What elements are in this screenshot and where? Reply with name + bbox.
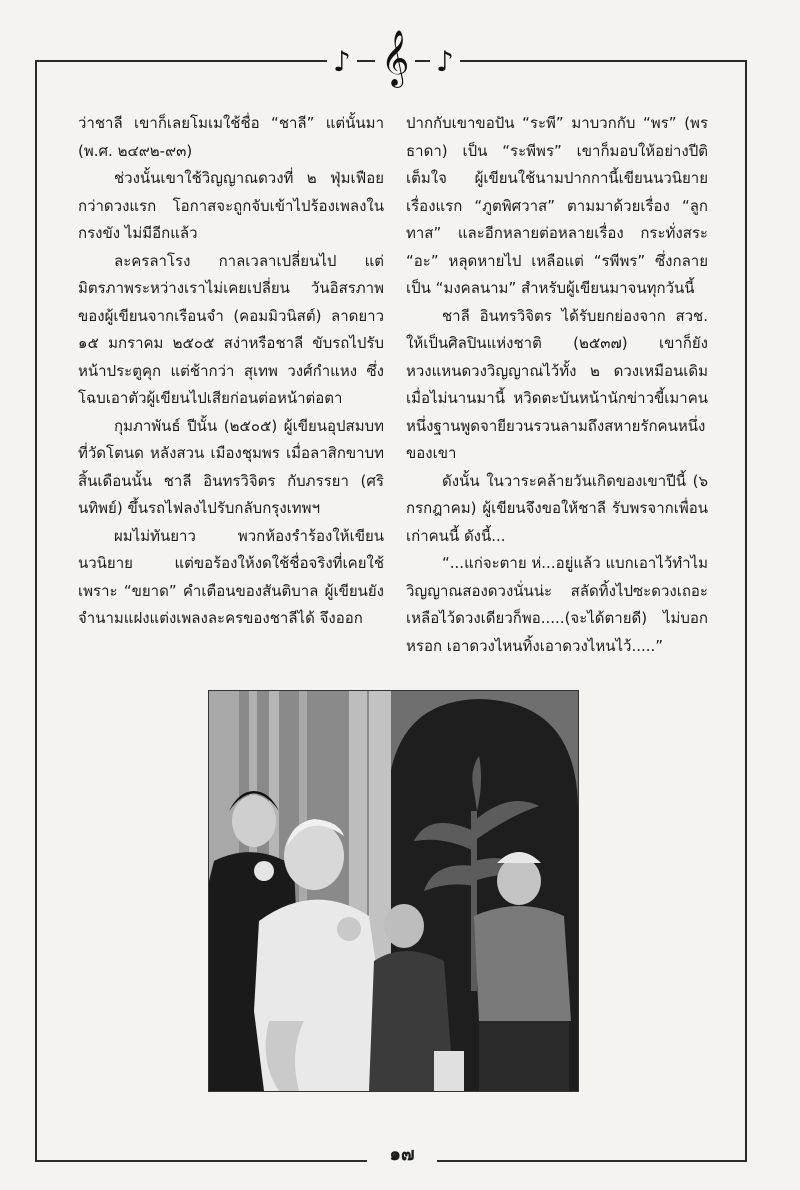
eighth-note-icon: ♪ xyxy=(327,44,357,80)
music-ornament xyxy=(0,26,800,86)
paragraph: ผมไม่ทันยาว พวกห้องรำร้องให้เขียนนวนิยาย แต่ขอร้องให้งดใช้ชื่อจริงที่เคยใช้ เพราะ “ขยาด” คำเตือนของสันติบาล ผู้เขียนยังจำนามแฝงแต่งเพลงละครของชาลีได้ จึงออก xyxy=(78,526,384,627)
group-photo xyxy=(208,690,579,1092)
paragraph: ดังนั้น ในวาระคล้ายวันเกิดของเขาปีนี้ (๖ กรกฎาคม) ผู้เขียนจึงขอให้ชาลี รับพรจากเพื่อนเก่าคนนี้ ดังนี้... xyxy=(406,471,708,545)
paragraph: ช่วงนั้นเขาใช้วิญญาณดวงที่ ๒ ฟุ่มเฟือยกว่าดวงแรก โอกาสจะถูกจับเข้าไปร้องเพลงในกรงขัง ไม่มีอีกแล้ว xyxy=(78,169,384,242)
paragraph: ละครลาโรง กาลเวลาเปลี่ยนไป แต่มิตรภาพระหว่างเราไม่เคยเปลี่ยน วันอิสรภาพของผู้เขียนจากเรือนจำ (คอมมิวนิสต์) ลาดยาว ๑๕ มกราคม ๒๕๐๕ สง่าหรือชาลี ขับรถไปรับหน้าประตูคุก แต่ช้ากว่า สุเทพ วงศ์กำแหง ซึ่งโฉบเอาตัวผู้เขียนไปเสียก่อนต่อหน้าต่อตา xyxy=(78,251,384,407)
paragraph: ชาลี อินทรวิจิตร ได้รับยกย่องจาก สวช. ให้เป็นศิลปินแห่งชาติ (๒๕๓๗) เขาก็ยังหวงแหนดวงวิญญาณไว้ทั้ง ๒ ดวงเหมือนเดิม เมื่อไม่นานมานี้ หวิดตะบันหน้านักข่าวขี้เมาคนหนึ่งฐานพูดจายียวนรวนลามถึงสหายรักคนหนึ่งของเขา xyxy=(406,306,708,462)
treble-clef-icon: 𝄞 xyxy=(375,30,415,86)
paragraph: ปากกับเขาขอปัน “ระพี” มาบวกกับ “พร” (พรธาดา) เป็น “ระพีพร” เขาก็มอบให้อย่างปีติเต็มใจ ผู้เขียนใช้นามปากกานี้เขียนนวนิยายเรื่องแรก “ภูตพิศวาส” ตามมาด้วยเรื่อง “ลูกทาส” และอีกหลายต่อหลายเรื่อง กระทั่งสระ “อะ” หลุดหายไป เหลือแต่ “รพีพร” ซึ่งกลายเป็น “มงคลนาม” สำหรับผู้เขียนมาจนทุกวันนี้ xyxy=(406,114,708,297)
paragraph: กุมภาพันธ์ ปีนั้น (๒๕๐๕) ผู้เขียนอุปสมบทที่วัดโตนด หลังสวน เมืองชุมพร เมื่อลาสิกขาบท สิ้นเดือนนั้น ชาลี อินทรวิจิตร กับภรรยา (ศรินทิพย์) ขึ้นรถไฟลงไปรับกลับกรุงเทพฯ xyxy=(78,416,384,517)
paragraph: ว่าชาลี เขาก็เลยโมเมใช้ชื่อ “ชาลี” แต่นั้นมา (พ.ศ. ๒๔๙๒-๙๓) xyxy=(78,114,384,160)
left-text-column xyxy=(78,110,384,633)
page-number: ๑๗ xyxy=(367,1140,437,1170)
quote-paragraph: “...แก่จะตาย ห่...อยู่แล้ว แบกเอาไว้ทำไมวิญญาณสองดวงนั่นน่ะ สลัดทิ้งไปซะดวงเถอะ เหลือไว้ดวงเดียวก็พอ.....(จะได้ตายดี) ไม่บอกหรอก เอาดวงไหนทิ้งเอาดวงไหนไว้.....” xyxy=(406,554,708,655)
right-text-column xyxy=(406,110,708,660)
eighth-note-icon: ♪ xyxy=(430,44,460,80)
